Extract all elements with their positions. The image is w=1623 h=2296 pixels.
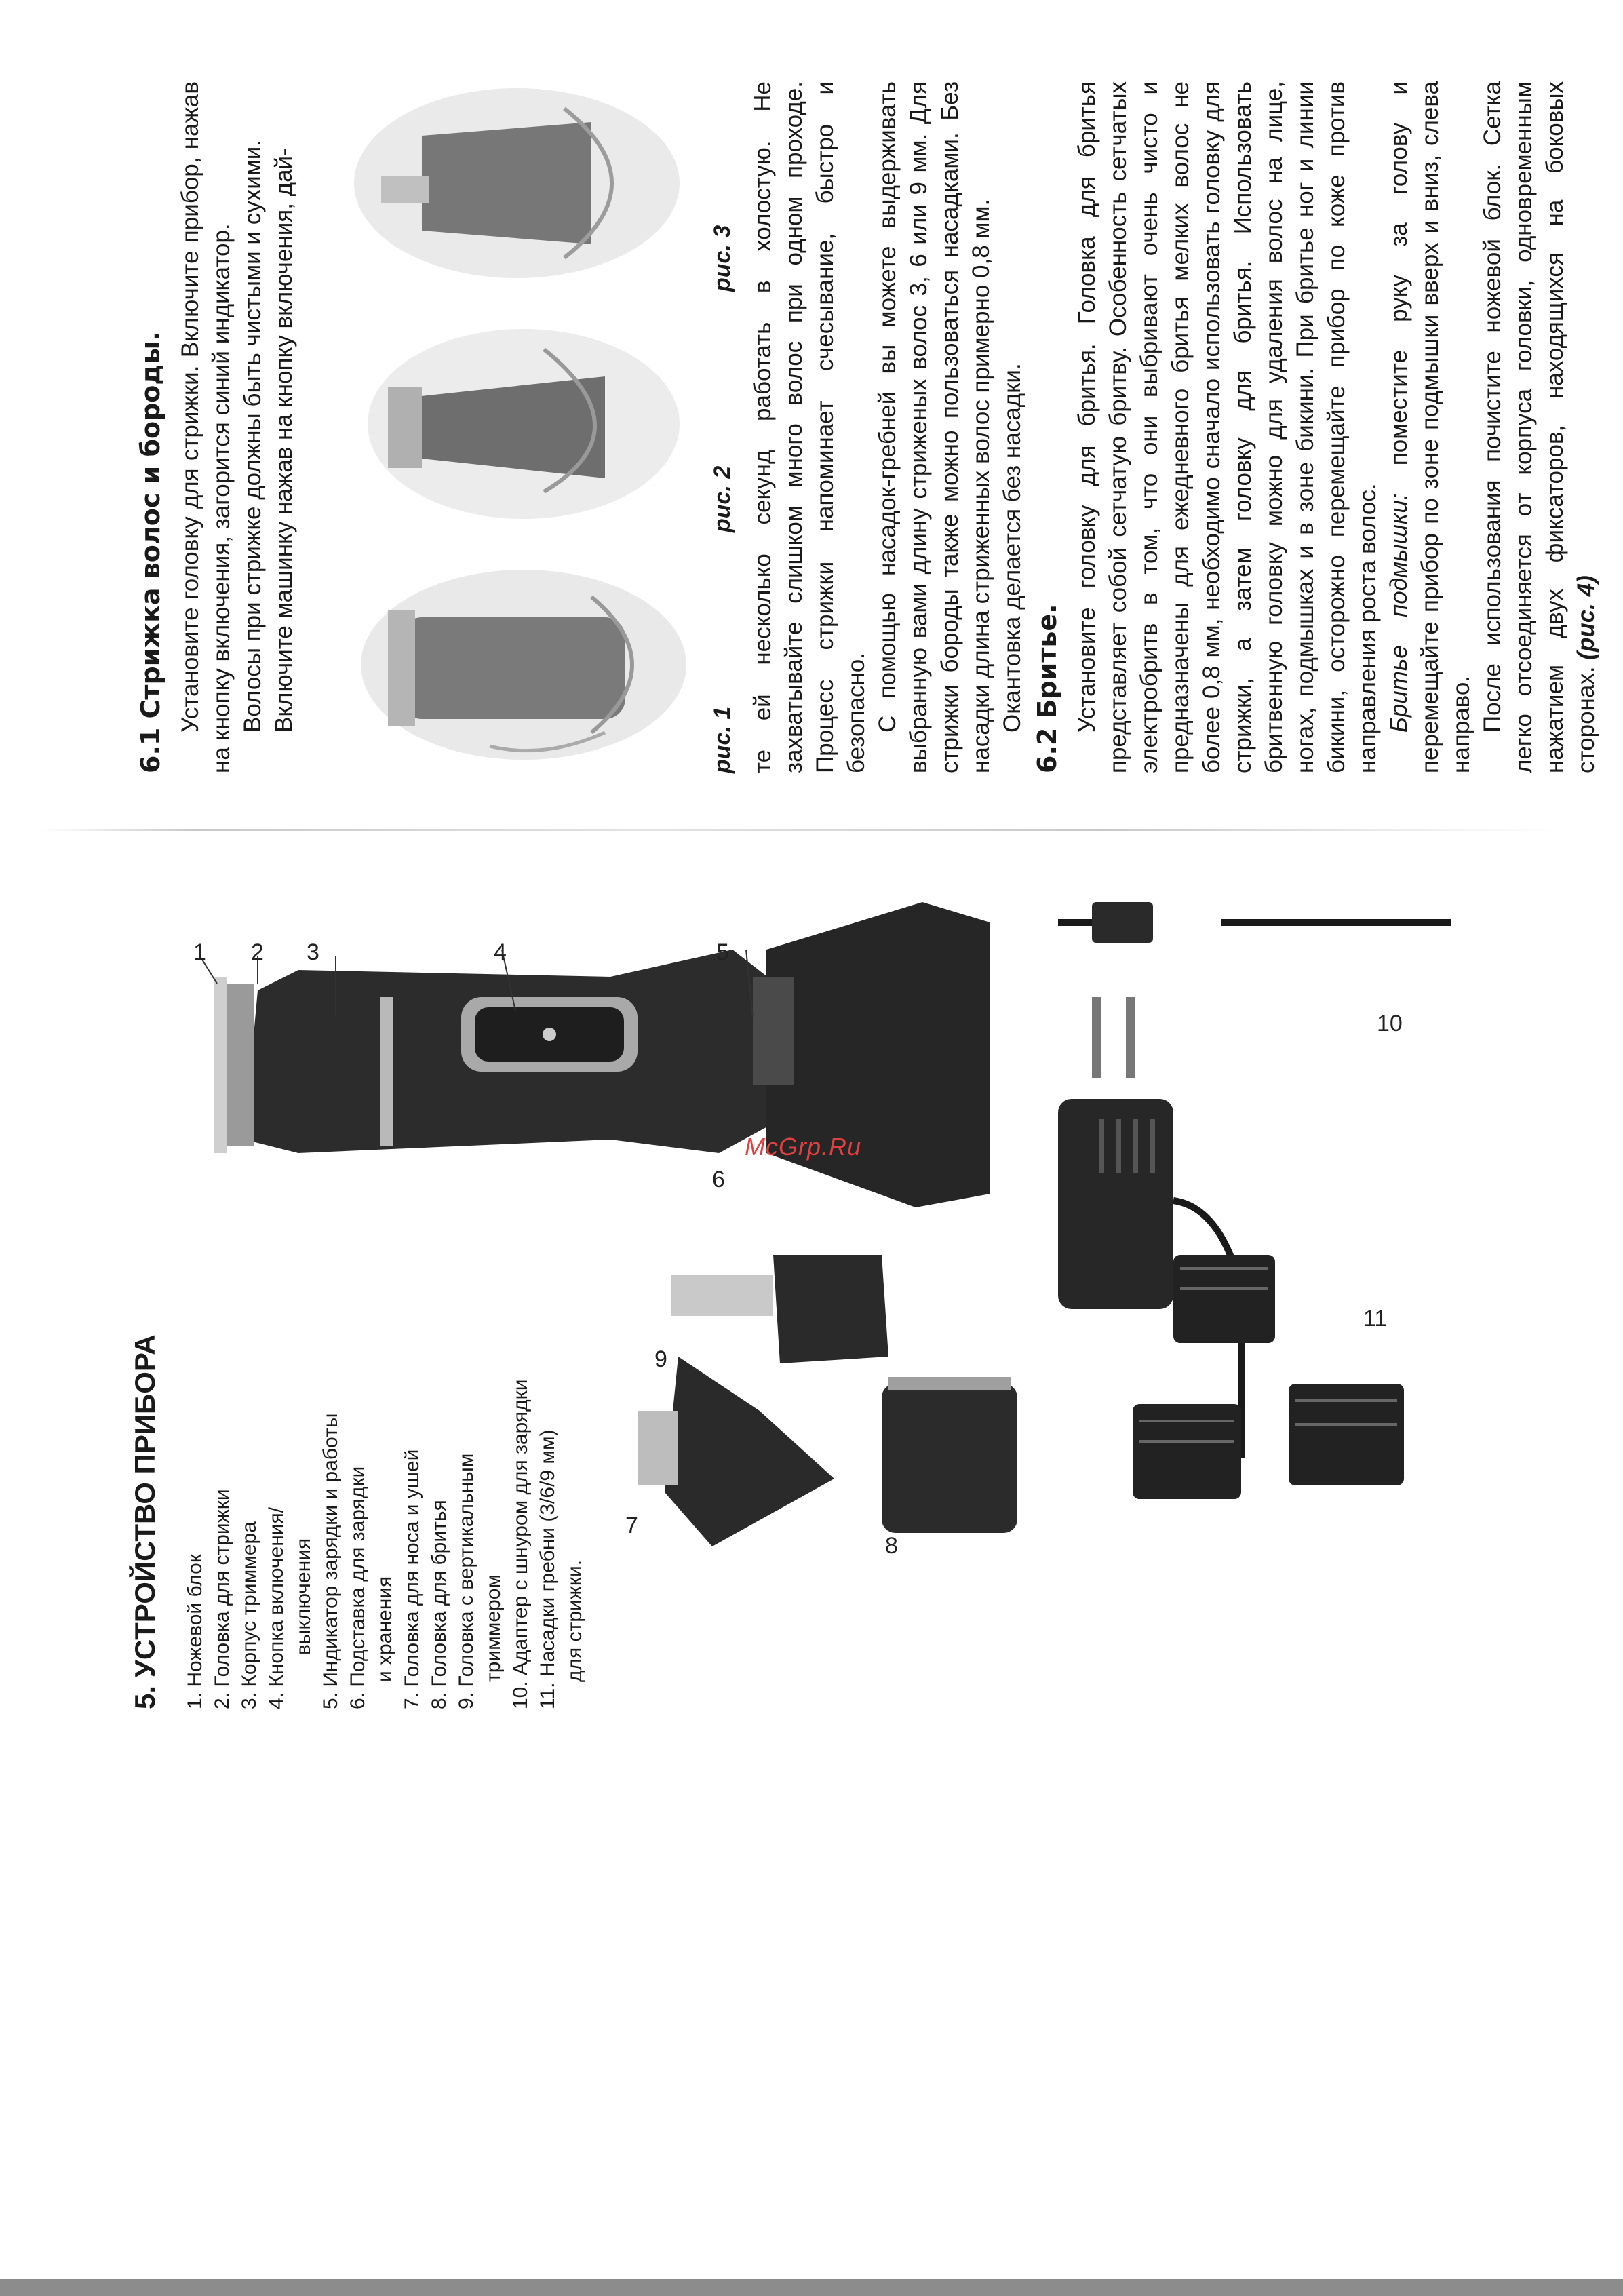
callout-8: 8: [885, 1533, 898, 1559]
callout-11: 11: [1363, 1306, 1388, 1331]
section-6-1-title: 6.1 Стрижка волос и бороды.: [136, 331, 165, 773]
part-item: 8. Головка для бритья: [428, 1500, 450, 1709]
part-item: 4. Кнопка включения/: [265, 1506, 288, 1709]
shaving-head: [882, 1377, 1017, 1533]
paragraph-dry-hair: Волосы при стрижке должны быть чистыми и сухими.: [239, 139, 266, 733]
callout-9: 9: [654, 1346, 667, 1372]
paragraph-idle-run: те ей несколько секунд работать в холостую. Не захватывайте слишком много волос при одном проходе. Процесс стрижки напоминает счесывание, быстро и безопасно.: [749, 81, 869, 773]
part-item: 3. Корпус триммера: [238, 1521, 260, 1709]
section-5-title: 5. УСТРОЙСТВО ПРИБОРА: [129, 1334, 161, 1709]
comb-attachments: [1133, 1255, 1404, 1499]
callout-1: 1: [193, 939, 206, 965]
callout-4: 4: [494, 939, 507, 965]
cleaning-text: После использования почистите ножевой блок. Сетка легко отсоединяется от корпуса головки, одновременным нажатием двух фиксаторов, находящихся на боковых сторонах.: [1479, 81, 1599, 773]
part-item: 6. Подставка для зарядки: [347, 1466, 369, 1709]
part-item: 11. Насадки гребни (3/6/9 мм): [536, 1429, 559, 1709]
nose-ear-head: [638, 1357, 834, 1546]
figure-4-reference: (рис. 4): [1573, 575, 1599, 660]
part-item: для стрижки.: [564, 1559, 586, 1682]
part-item: выключения: [292, 1538, 315, 1655]
callout-3: 3: [307, 939, 319, 965]
charging-adapter: [1058, 902, 1451, 1458]
vertical-trimmer-head: [671, 1255, 888, 1363]
figure-3-caption: рис. 3: [709, 225, 735, 292]
part-item: 7. Головка для носа и ушей: [401, 1449, 423, 1709]
watermark-text: McGrp.Ru: [745, 1133, 862, 1161]
section-6-2-title: 6.2 Бритье.: [1032, 604, 1062, 773]
paragraph-switch-on-start: Включите машинку нажав на кнопку включения, дай-: [271, 148, 297, 733]
figure-2-caption: рис. 2: [709, 465, 735, 532]
armpit-text: поместите руку за голову и перемещайте прибор по зоне подмышки вверх и вниз, слева направо.: [1386, 81, 1474, 773]
paragraph-edging: Окантовка делается без насадки.: [999, 363, 1025, 733]
part-item: триммером: [482, 1574, 505, 1682]
part-item: 9. Головка с вертикальным: [455, 1453, 477, 1709]
callout-10: 10: [1377, 1011, 1403, 1036]
part-item: и хранения: [374, 1576, 396, 1682]
paragraph-shaving-head: Установите головку для бритья. Головка для бритья представляет собой сетчатую бритву. Особенность сетчатых электробритв в том, что они выбривают очень чисто и предназначены для ежедневного бритья мелких волос не более 0,8 мм, необходимо сначало использовать головку для стрижки, а затем головку для бритья. Использовать бритвенную головку можно для удаления волос на лице, ногах, подмышках и в зоне бикини. При бритье ног и линии бикини, осторожно перемещайте прибор по коже против направления роста волос.: [1074, 81, 1381, 773]
part-item: 2. Головка для стрижки: [211, 1489, 233, 1709]
trimmer-body: [214, 950, 794, 1153]
paragraph-install-head: Установите головку для стрижки. Включите прибор, нажав на кнопку включения, загорится синий индикатор.: [177, 81, 235, 773]
charging-stand: [753, 902, 990, 1207]
callout-7: 7: [625, 1513, 638, 1538]
callout-5: 5: [716, 939, 729, 965]
part-item: 5. Индикатор зарядки и работы: [319, 1413, 342, 1709]
paragraph-comb-attachments: С помощью насадок-гребней вы можете выдерживать выбранную вами длину стриженых волос 3, 6 или 9 мм. Для стрижки бороды также можно пользоваться насадками. Без насадки длина стриженных волос примерно 0,8 мм.: [874, 81, 994, 773]
part-item: 10. Адаптер с шнуром для зарядки: [509, 1379, 532, 1709]
figure-1-caption: рис. 1: [709, 706, 735, 773]
callout-6: 6: [712, 1167, 725, 1192]
callout-2: 2: [251, 939, 264, 965]
armpit-lead: Бритье подмышки:: [1386, 493, 1412, 733]
part-item: 1. Ножевой блок: [184, 1554, 206, 1709]
